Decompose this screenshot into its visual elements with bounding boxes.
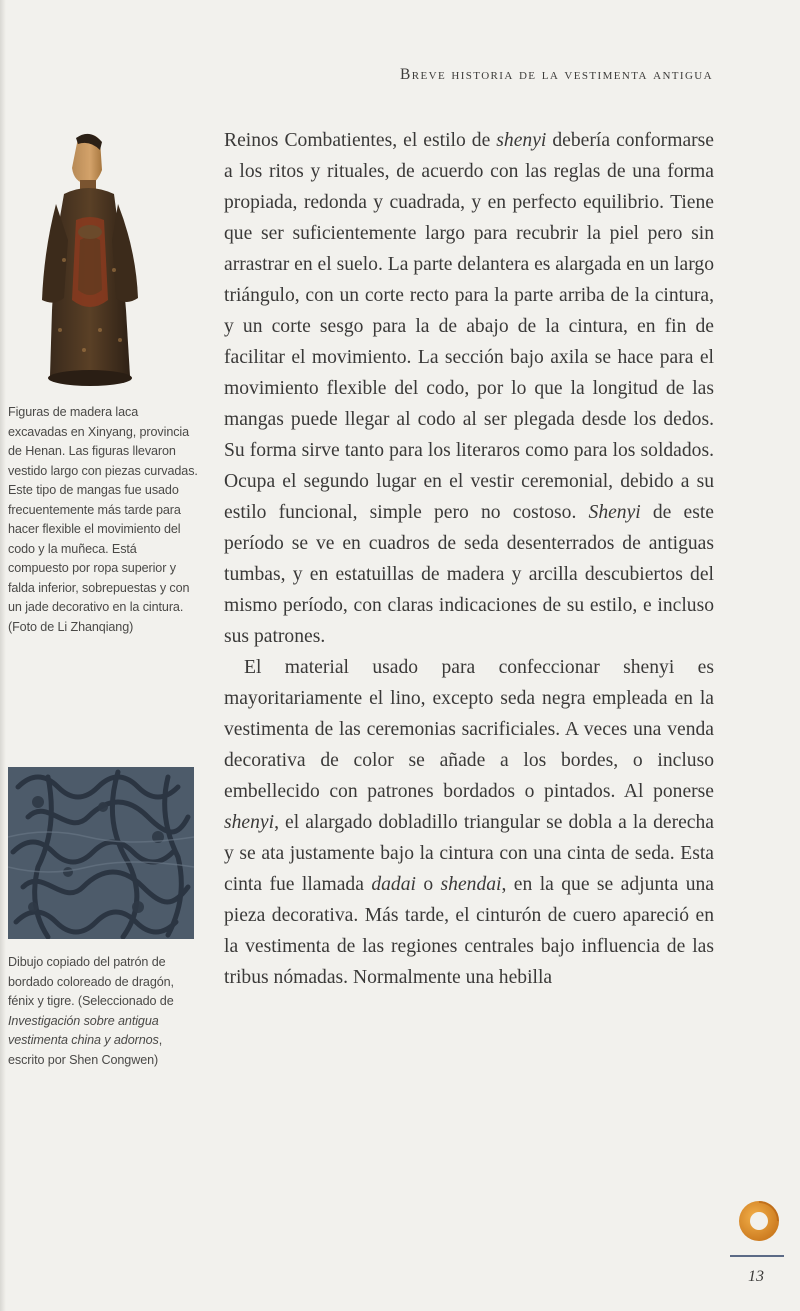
paragraph-text: , en la que se adjunta una pieza decorativa. Más tarde, el cinturón de cuero apareció en la vestimenta de las regiones centrales bajo influencia de las tribus nómadas. Normalmente una hebilla bbox=[224, 874, 714, 988]
paragraph-text: , el alargado dobladillo triangular se dobla a la derecha y se ata justamente bajo la cintura con una cinta de seda. Esta cinta fue llamada bbox=[224, 812, 714, 895]
paragraph-text: El material usado para confeccionar shenyi es mayoritariamente el lino, excepto seda negra empleada en la vestimenta de las ceremonias sacrificiales. A veces una venda decorativa de color se añade a los bordes, o incluso embellecido con patrones bordados o pintados. Al ponerse bbox=[224, 657, 714, 802]
term-shendai: shendai bbox=[440, 874, 502, 895]
paragraph-text: o bbox=[415, 874, 441, 895]
page-gutter-shadow bbox=[0, 0, 6, 1311]
figure-1-caption: Figuras de madera laca excavadas en Xinyang, provincia de Henan. Las figuras llevaron vestido largo con piezas curvadas. Este tipo de mangas fue usado frecuentemente más tarde para hacer flexible el movimiento del codo y la muñeca. Está compuesto por ropa superior y falda inferior, sobrepuestas y con un jade decorativo en la cintura. (Foto de Li Zhanqiang) bbox=[8, 405, 198, 634]
figure-2-caption bbox=[8, 953, 194, 1070]
body-text bbox=[224, 125, 714, 993]
term-dadai: dadai bbox=[371, 874, 416, 895]
term-shenyi: Shenyi bbox=[588, 502, 641, 523]
figure-2-caption-author: , escrito por Shen Congwen) bbox=[8, 1033, 163, 1067]
paragraph-2 bbox=[224, 652, 714, 993]
jade-disc-ornament-icon bbox=[737, 1199, 781, 1243]
figure-2-caption-text: Dibujo copiado del patrón de bordado coloreado de dragón, fénix y tigre. (Seleccionado de bbox=[8, 955, 174, 1008]
term-shenyi: shenyi bbox=[496, 130, 547, 151]
paragraph-1 bbox=[224, 125, 714, 652]
paragraph-text: Reinos Combatientes, el estilo de bbox=[224, 130, 497, 151]
page-number-rule bbox=[730, 1255, 784, 1257]
paragraph-text: de este período se ve en cuadros de seda desenterrados de antiguas tumbas, y en estatuillas de madera y arcilla descubiertos del mismo período, con claras indicaciones de su estilo, e incluso sus patrones. bbox=[224, 502, 714, 647]
dragon-phoenix-tiger-pattern-image bbox=[8, 767, 194, 939]
running-head: Breve historia de la vestimenta antigua bbox=[400, 66, 713, 83]
lacquered-wooden-figure-photo bbox=[34, 130, 146, 392]
paragraph-text: debería conformarse a los ritos y rituales, de acuerdo con las reglas de una forma propiada, redonda y cuadrada, y en perfecto equilibrio. Tiene que ser suficientemente largo para recubrir la piel pero sin arrastrar en el suelo. La parte delantera es alargada en un largo triángulo, con un corte recto para la parte arriba de la cintura, y un corte sesgo para la de abajo de la cintura, en fin de facilitar el movimiento. La sección bajo axila se hace para el movimiento flexible del codo, por lo que la longitud de las mangas puede llegar al codo al ser plegada desde los dedos. Su forma sirve tanto para los literaros como para los soldados. Ocupa el segundo lugar en el vestir ceremonial, debido a su estilo funcional, simple pero no costoso. bbox=[224, 130, 714, 523]
figure-2-caption-book-title: Investigación sobre antigua vestimenta china y adornos bbox=[8, 1013, 159, 1047]
term-shenyi: shenyi bbox=[224, 812, 275, 833]
page-number: 13 bbox=[748, 1268, 764, 1285]
